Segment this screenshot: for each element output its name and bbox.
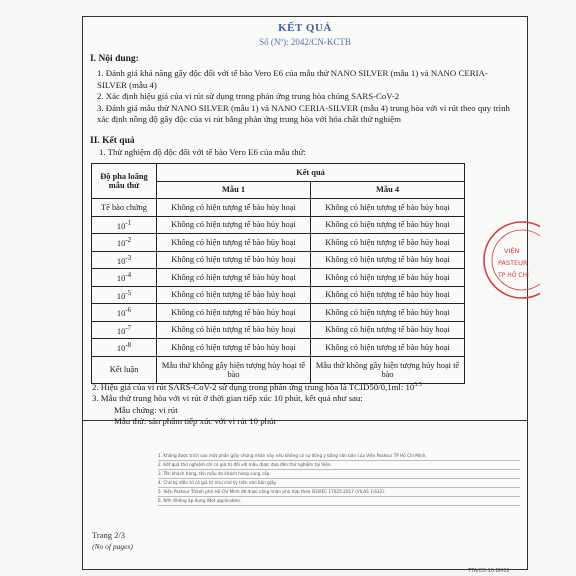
conclusion-sample-1: Mẫu thử không gây hiện tượng hủy hoại tế bào bbox=[157, 356, 311, 383]
row-dilution: $10^{-6}$ bbox=[92, 304, 157, 322]
titer-exponent: 5.5 bbox=[414, 382, 422, 388]
row-sample-4: Không có hiện tượng tế bào hủy hoại bbox=[311, 269, 465, 287]
document-number: Số (Nº): 2042/CN-KCTB bbox=[259, 37, 351, 47]
section-2-heading: II. Kết quả bbox=[90, 136, 135, 146]
conclusion-label: Kết luận bbox=[92, 356, 157, 383]
row-dilution: Tế bào chứng bbox=[92, 199, 157, 217]
row-dilution: $10^{-7}$ bbox=[92, 321, 157, 339]
result-item-2 bbox=[92, 380, 512, 393]
row-dilution: $10^{-1}$ bbox=[92, 216, 157, 234]
dilution-exponent: -2 bbox=[125, 236, 132, 245]
row-sample-1: Không có hiện tượng tế bào hủy hoại bbox=[157, 251, 311, 269]
row-sample-1: Không có hiện tượng tế bào hủy hoại bbox=[157, 286, 311, 304]
footnote: 6. N/A: Không áp dụng (Not applicable). bbox=[158, 497, 520, 506]
row-sample-1: Không có hiện tượng tế bào hủy hoại bbox=[157, 199, 311, 217]
test-sample: Mẫu thử: sản phẩm tiếp xúc với vi rút 10 phút bbox=[114, 416, 276, 427]
footnote: 1. Không được trích sao một phần giấy chứng nhận này nếu không có sự đồng ý bằng văn bản của Viện Pasteur TP Hồ Chí Minh. bbox=[158, 452, 520, 461]
row-sample-1: Không có hiện tượng tế bào hủy hoại bbox=[157, 339, 311, 357]
row-sample-4: Không có hiện tượng tế bào hủy hoại bbox=[311, 321, 465, 339]
footnote: 5. Viện Pasteur Thành phố Hồ Chí Minh đã được công nhận phù hợp theo ISO/IEC 17025:2017 (VILAS 1/432). bbox=[158, 488, 520, 497]
row-dilution: $10^{-3}$ bbox=[92, 251, 157, 269]
row-sample-4: Không có hiện tượng tế bào hủy hoại bbox=[311, 304, 465, 322]
footer-divider bbox=[82, 420, 528, 421]
section-1-list bbox=[97, 68, 517, 126]
table-row bbox=[92, 251, 465, 269]
dilution-exponent: -3 bbox=[125, 253, 132, 262]
document-code: TTA/CD.10.BM02 bbox=[468, 568, 510, 574]
page-label-en: (No of pages) bbox=[92, 542, 133, 551]
dilution-exponent: -6 bbox=[125, 306, 132, 315]
stamp-line-1: VIỆN bbox=[504, 247, 520, 255]
dilution-exponent: -1 bbox=[125, 218, 132, 227]
institute-stamp bbox=[478, 215, 540, 305]
footnote: 2. Kết quả thử nghiệm chỉ có giá trị đối với mẫu được đưa đến thử nghiệm tại Viện. bbox=[158, 461, 520, 470]
table-header-row bbox=[92, 164, 465, 182]
dilution-exponent: -5 bbox=[125, 288, 132, 297]
table-conclusion-row bbox=[92, 356, 465, 383]
row-sample-1: Không có hiện tượng tế bào hủy hoại bbox=[157, 304, 311, 322]
row-sample-4: Không có hiện tượng tế bào hủy hoại bbox=[311, 234, 465, 252]
footnote: 3. Tên khách hàng, tên mẫu do khách hàng cung cấp. bbox=[158, 470, 520, 479]
header-dilution: Độ pha loãng mẫu thử bbox=[92, 164, 157, 199]
table-row bbox=[92, 269, 465, 287]
row-sample-4: Không có hiện tượng tế bào hủy hoại bbox=[311, 339, 465, 357]
result-item-3: 3. Mẫu thử trung hòa với vi rút ở thời gian tiếp xúc 10 phút, kết quả như sau: bbox=[92, 393, 363, 404]
document-title: KẾT QUẢ bbox=[278, 22, 332, 34]
table-row bbox=[92, 234, 465, 252]
row-dilution: $10^{-2}$ bbox=[92, 234, 157, 252]
stamp-line-2: PASTEUR bbox=[498, 259, 528, 267]
header-sample-1: Mẫu 1 bbox=[157, 181, 311, 199]
row-sample-4: Không có hiện tượng tế bào hủy hoại bbox=[311, 251, 465, 269]
dilution-exponent: -4 bbox=[125, 271, 132, 280]
row-sample-1: Không có hiện tượng tế bào hủy hoại bbox=[157, 321, 311, 339]
table-row bbox=[92, 321, 465, 339]
row-dilution: $10^{-4}$ bbox=[92, 269, 157, 287]
header-sample-4: Mẫu 4 bbox=[311, 181, 465, 199]
table-row bbox=[92, 286, 465, 304]
table-row bbox=[92, 199, 465, 217]
dilution-exponent: -8 bbox=[125, 341, 132, 350]
section-1-heading: I. Nội dung: bbox=[90, 54, 139, 64]
results-table bbox=[91, 163, 465, 384]
page-label: Trang 2/3 bbox=[92, 530, 125, 540]
conclusion-sample-4: Mẫu thử không gây hiện tượng hủy hoại tế bào bbox=[311, 356, 465, 383]
control-sample: Mẫu chứng: vi rút bbox=[114, 404, 178, 415]
section-1-item-1: 1. Đánh giá khả năng gây độc đối với tế bào Vero E6 của mẫu thử NANO SILVER (mẫu 1) và NANO CERIA-SILVER (mẫu 4) bbox=[97, 68, 488, 90]
row-sample-4: Không có hiện tượng tế bào hủy hoại bbox=[311, 199, 465, 217]
row-sample-1: Không có hiện tượng tế bào hủy hoại bbox=[157, 234, 311, 252]
stamp-line-3: TP HỒ CHÍ bbox=[498, 272, 529, 279]
row-dilution: $10^{-8}$ bbox=[92, 339, 157, 357]
table-row bbox=[92, 216, 465, 234]
section-1-item-2: 2. Xác định hiệu giá của vi rút sử dụng trong phản ứng trung hòa chủng SARS-CoV-2 bbox=[97, 91, 400, 101]
section-1-item-3: 3. Đánh giá mẫu thử NANO SILVER (mẫu 1) và NANO CERIA-SILVER (mẫu 4) trung hòa với vi rút theo quy trình xác định nồng độ gây độc của vi rút bằng phản ứng trung hòa với hóa chất thử nghiệm bbox=[97, 102, 510, 124]
row-sample-1: Không có hiện tượng tế bào hủy hoại bbox=[157, 269, 311, 287]
dilution-exponent: -7 bbox=[125, 323, 132, 332]
footnote: 4. Chữ ký điện tử có giá trị như chữ ký trên văn bản giấy. bbox=[158, 479, 520, 488]
result-item-2-text: 2. Hiệu giá của vi rút SARS-CoV-2 sử dụng trong phản ứng trung hòa là TCID50/0,1ml: 10 bbox=[92, 381, 415, 392]
page-number bbox=[92, 530, 133, 552]
footnotes bbox=[158, 452, 520, 506]
row-dilution: $10^{-5}$ bbox=[92, 286, 157, 304]
section-2-intro: 1. Thử nghiệm độ độc đối với tế bào Vero E6 của mẫu thử: bbox=[99, 147, 306, 157]
table-row bbox=[92, 339, 465, 357]
header-result: Kết quả bbox=[157, 164, 465, 182]
row-sample-1: Không có hiện tượng tế bào hủy hoại bbox=[157, 216, 311, 234]
row-sample-4: Không có hiện tượng tế bào hủy hoại bbox=[311, 216, 465, 234]
row-sample-4: Không có hiện tượng tế bào hủy hoại bbox=[311, 286, 465, 304]
table-row bbox=[92, 304, 465, 322]
